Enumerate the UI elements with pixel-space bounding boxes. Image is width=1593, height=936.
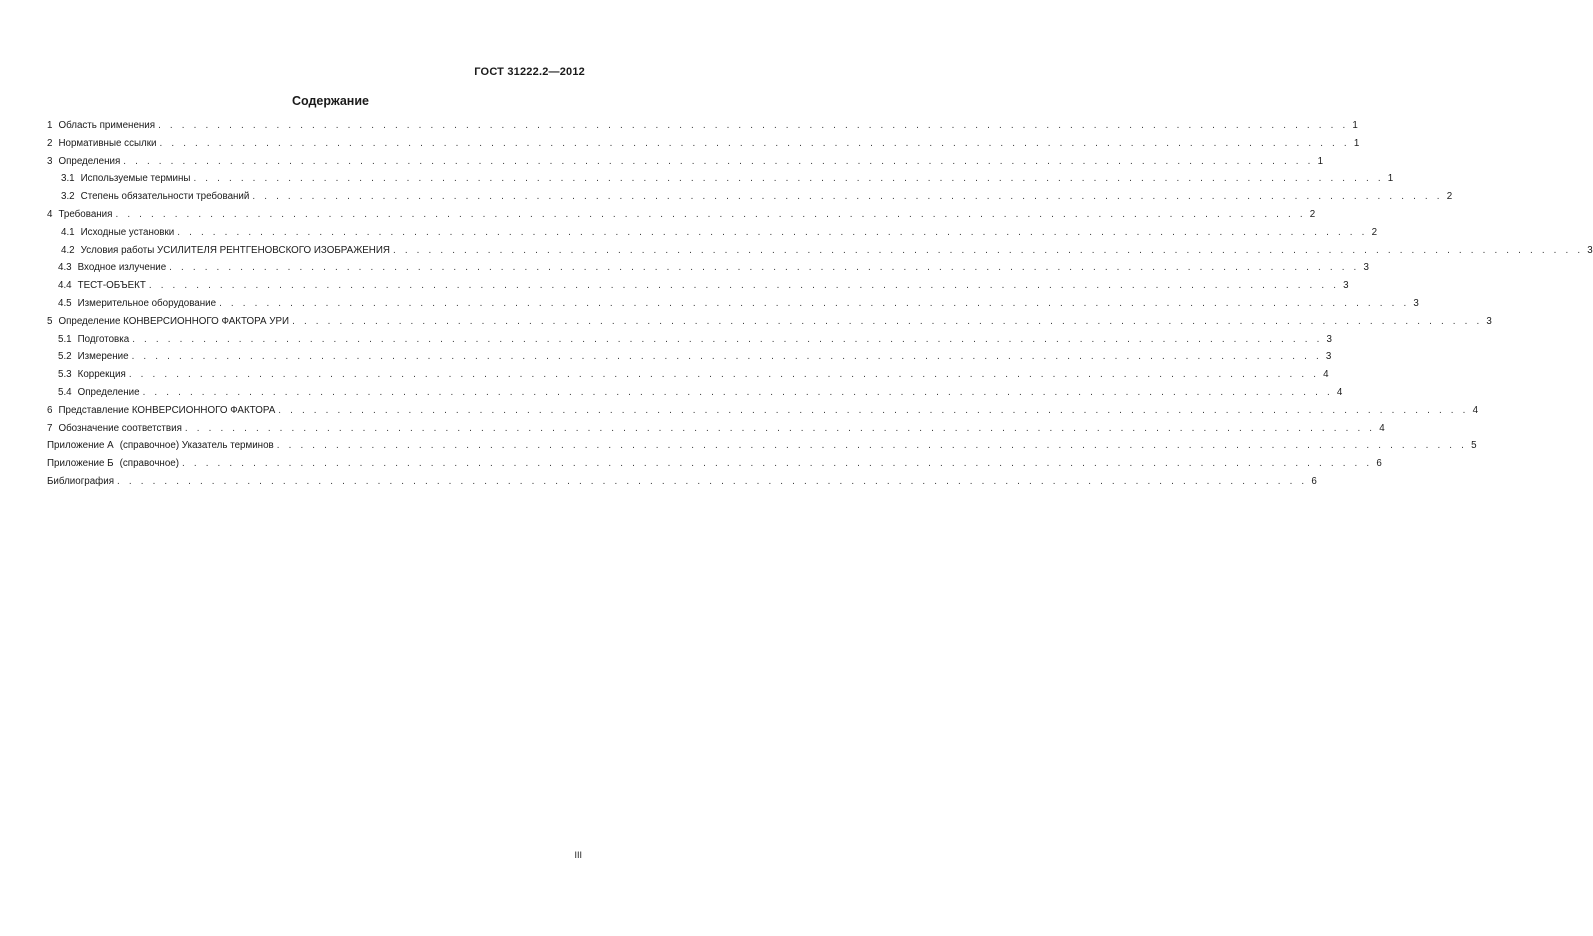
- toc-entry-page: 1: [1352, 120, 1358, 131]
- toc-entry-label: Коррекция: [77, 369, 126, 381]
- toc-leader-dots: . . . . . . . . . . . . . . . . . . . . . . . . . . . . . . . . . . . . . . . . . . . . . . . . . . . . . . . . . . . . . . . . . . . . . . . . . . . . . . . . . . . . . . . . . . . . . . . . . . . . .: [159, 137, 1350, 149]
- toc-entry-number: 3: [47, 155, 53, 167]
- toc-entry-number: 5: [47, 315, 53, 327]
- page-number: III: [574, 850, 582, 860]
- toc-entry-label: Обозначение соответствия: [58, 422, 182, 434]
- toc-entry[interactable]: [47, 333, 1332, 352]
- toc-entry-label: Измерительное оборудование: [77, 297, 217, 309]
- toc-entry[interactable]: [47, 173, 1394, 191]
- toc-entry-page: 3: [1325, 351, 1332, 363]
- toc-entry[interactable]: [47, 280, 1349, 298]
- toc-leader-dots: . . . . . . . . . . . . . . . . . . . . . . . . . . . . . . . . . . . . . . . . . . . . . . . . . . . . . . . . . . . . . . . . . . . . . . . . . . . . . . . . . . . . . . . . . . . . . . . . . . . . .: [142, 386, 1333, 398]
- toc-entry-label: Определение КОНВЕРСИОННОГО ФАКТОРА УРИ: [58, 315, 290, 327]
- toc-leader-dots: . . . . . . . . . . . . . . . . . . . . . . . . . . . . . . . . . . . . . . . . . . . . . . . . . . . . . . . . . . . . . . . . . . . . . . . . . . . . . . . . . . . . . . . . . . . . . . . . . . . . .: [123, 155, 1314, 167]
- toc-entry-label: Определения: [58, 155, 121, 167]
- toc-entry-page: 4: [1336, 386, 1343, 398]
- toc-leader-dots: . . . . . . . . . . . . . . . . . . . . . . . . . . . . . . . . . . . . . . . . . . . . . . . . . . . . . . . . . . . . . . . . . . . . . . . . . . . . . . . . . . . . . . . . . . . . . . . . . . . . .: [117, 475, 1308, 487]
- toc-entry[interactable]: [47, 440, 1477, 458]
- toc-entry-page: 2: [1309, 208, 1316, 220]
- toc-entry[interactable]: [47, 208, 1316, 227]
- toc-entry-number: Приложение А: [47, 440, 114, 452]
- toc-entry-page: 6: [1311, 475, 1317, 487]
- toc-leader-dots: . . . . . . . . . . . . . . . . . . . . . . . . . . . . . . . . . . . . . . . . . . . . . . . . . . . . . . . . . . . . . . . . . . . . . . . . . . . . . . . . . . . . . . . . . . . . . . . . . . . . .: [128, 369, 1320, 381]
- toc-leader-dots: . . . . . . . . . . . . . . . . . . . . . . . . . . . . . . . . . . . . . . . . . . . . . . . . . . . . . . . . . . . . . . . . . . . . . . . . . . . . . . . . . . . . . . . . . . . . . . . . . . . . .: [278, 404, 1469, 416]
- toc-entry-label: Область применения: [58, 120, 156, 131]
- toc-entry-label: Исходные установки: [80, 226, 175, 238]
- toc-entry-label: Входное излучение: [77, 262, 167, 274]
- toc-entry-page: 4: [1472, 404, 1479, 416]
- toc-leader-dots: . . . . . . . . . . . . . . . . . . . . . . . . . . . . . . . . . . . . . . . . . . . . . . . . . . . . . . . . . . . . . . . . . . . . . . . . . . . . . . . . . . . . . . . . . . . . . . . . . . . . .: [148, 280, 1340, 292]
- toc-title: Содержание: [291, 94, 369, 108]
- toc-entry-label: Библиография: [47, 475, 115, 487]
- toc-entry[interactable]: [47, 422, 1385, 441]
- toc-entry[interactable]: [47, 386, 1343, 405]
- toc-leader-dots: . . . . . . . . . . . . . . . . . . . . . . . . . . . . . . . . . . . . . . . . . . . . . . . . . . . . . . . . . . . . . . . . . . . . . . . . . . . . . . . . . . . . . . . . . . . . . . . . . . . . .: [115, 208, 1306, 220]
- toc-entry-page: 4: [1379, 422, 1385, 434]
- toc-leader-dots: . . . . . . . . . . . . . . . . . . . . . . . . . . . . . . . . . . . . . . . . . . . . . . . . . . . . . . . . . . . . . . . . . . . . . . . . . . . . . . . . . . . . . . . . . . . . . . . . . . . . .: [131, 351, 1322, 363]
- toc-leader-dots: . . . . . . . . . . . . . . . . . . . . . . . . . . . . . . . . . . . . . . . . . . . . . . . . . . . . . . . . . . . . . . . . . . . . . . . . . . . . . . . . . . . . . . . . . . . . . . . . . . . . .: [182, 458, 1373, 470]
- toc-entry-page: 6: [1376, 458, 1382, 470]
- toc-entry-number: 3.1: [61, 173, 75, 185]
- toc-entry-page: 1: [1387, 173, 1394, 185]
- toc-entry-page: 1: [1317, 155, 1324, 167]
- document-code: ГОСТ 31222.2—2012: [474, 66, 585, 78]
- toc-entry-page: 3: [1326, 333, 1332, 345]
- toc-entry-label: Определение: [77, 386, 140, 398]
- toc-entry[interactable]: [47, 137, 1360, 156]
- toc-entry-label: Подготовка: [77, 333, 130, 345]
- toc-entry-label: Степень обязательности требований: [80, 191, 250, 203]
- toc-entry[interactable]: [47, 244, 1593, 263]
- toc-entry-label: ТЕСТ-ОБЪЕКТ: [77, 280, 146, 292]
- toc-entry[interactable]: [47, 369, 1329, 387]
- toc-leader-dots: . . . . . . . . . . . . . . . . . . . . . . . . . . . . . . . . . . . . . . . . . . . . . . . . . . . . . . . . . . . . . . . . . . . . . . . . . . . . . . . . . . . . . . . . . . . . . . . . . . . . .: [184, 422, 1376, 434]
- toc-leader-dots: . . . . . . . . . . . . . . . . . . . . . . . . . . . . . . . . . . . . . . . . . . . . . . . . . . . . . . . . . . . . . . . . . . . . . . . . . . . . . . . . . . . . . . . . . . . . . . . . . . . . .: [219, 297, 1410, 309]
- table-of-contents: [47, 120, 1593, 494]
- toc-entry[interactable]: [47, 297, 1419, 316]
- toc-entry-label: Условия работы УСИЛИТЕЛЯ РЕНТГЕНОВСКОГО ИЗОБРАЖЕНИЯ: [80, 244, 390, 256]
- toc-entry[interactable]: [47, 315, 1492, 334]
- toc-entry-number: 5.4: [58, 386, 72, 398]
- toc-entry-label: (справочное): [119, 458, 179, 470]
- toc-entry-page: 3: [1486, 315, 1492, 327]
- toc-entry-label: Представление КОНВЕРСИОННОГО ФАКТОРА: [58, 404, 276, 416]
- toc-entry-number: 4.4: [58, 280, 72, 292]
- toc-entry-label: (справочное) Указатель терминов: [119, 440, 274, 452]
- toc-entry[interactable]: [47, 120, 1358, 138]
- toc-entry-number: Приложение Б: [47, 458, 114, 470]
- toc-entry[interactable]: [47, 475, 1317, 494]
- toc-entry[interactable]: [47, 458, 1382, 476]
- toc-entry-page: 2: [1371, 226, 1378, 238]
- toc-entry-page: 1: [1353, 137, 1360, 149]
- toc-leader-dots: . . . . . . . . . . . . . . . . . . . . . . . . . . . . . . . . . . . . . . . . . . . . . . . . . . . . . . . . . . . . . . . . . . . . . . . . . . . . . . . . . . . . . . . . . . . . . . . . . . . . .: [132, 333, 1323, 345]
- toc-leader-dots: . . . . . . . . . . . . . . . . . . . . . . . . . . . . . . . . . . . . . . . . . . . . . . . . . . . . . . . . . . . . . . . . . . . . . . . . . . . . . . . . . . . . . . . . . . . . . . . . . . . . .: [276, 440, 1468, 452]
- toc-entry[interactable]: [47, 262, 1369, 280]
- toc-entry-page: 3: [1587, 244, 1593, 256]
- toc-leader-dots: . . . . . . . . . . . . . . . . . . . . . . . . . . . . . . . . . . . . . . . . . . . . . . . . . . . . . . . . . . . . . . . . . . . . . . . . . . . . . . . . . . . . . . . . . . . . . . . . . . . . .: [193, 173, 1384, 185]
- toc-entry[interactable]: [47, 155, 1324, 174]
- toc-entry-number: 5.2: [58, 351, 72, 363]
- toc-entry-number: 4.2: [61, 244, 75, 256]
- toc-entry-page: 3: [1413, 297, 1419, 309]
- toc-entry[interactable]: [47, 191, 1453, 209]
- toc-entry[interactable]: [47, 404, 1479, 423]
- toc-entry-number: 4.1: [61, 226, 75, 238]
- toc-entry[interactable]: [47, 351, 1332, 369]
- toc-entry-page: 4: [1323, 369, 1329, 381]
- toc-entry-page: 3: [1343, 280, 1349, 292]
- toc-entry-page: 3: [1363, 262, 1369, 274]
- toc-leader-dots: . . . . . . . . . . . . . . . . . . . . . . . . . . . . . . . . . . . . . . . . . . . . . . . . . . . . . . . . . . . . . . . . . . . . . . . . . . . . . . . . . . . . . . . . . . . . . . . . . . . . .: [158, 120, 1349, 131]
- toc-entry-label: Измерение: [77, 351, 129, 363]
- toc-leader-dots: . . . . . . . . . . . . . . . . . . . . . . . . . . . . . . . . . . . . . . . . . . . . . . . . . . . . . . . . . . . . . . . . . . . . . . . . . . . . . . . . . . . . . . . . . . . . . . . . . . . . .: [252, 191, 1443, 203]
- toc-leader-dots: . . . . . . . . . . . . . . . . . . . . . . . . . . . . . . . . . . . . . . . . . . . . . . . . . . . . . . . . . . . . . . . . . . . . . . . . . . . . . . . . . . . . . . . . . . . . . . . . . . . . .: [169, 262, 1360, 274]
- toc-entry-page: 2: [1446, 191, 1453, 203]
- toc-entry-label: Используемые термины: [80, 173, 191, 185]
- toc-entry-page: 5: [1471, 440, 1477, 452]
- toc-leader-dots: . . . . . . . . . . . . . . . . . . . . . . . . . . . . . . . . . . . . . . . . . . . . . . . . . . . . . . . . . . . . . . . . . . . . . . . . . . . . . . . . . . . . . . . . . . . . . . . . . . . . .: [292, 315, 1483, 327]
- toc-entry-number: 5.3: [58, 369, 72, 381]
- toc-entry[interactable]: [47, 226, 1378, 245]
- toc-leader-dots: . . . . . . . . . . . . . . . . . . . . . . . . . . . . . . . . . . . . . . . . . . . . . . . . . . . . . . . . . . . . . . . . . . . . . . . . . . . . . . . . . . . . . . . . . . . . . . . . . . . . .: [392, 244, 1584, 256]
- toc-entry-number: 4.3: [58, 262, 72, 274]
- toc-entry-number: 3.2: [61, 191, 75, 203]
- toc-entry-label: Требования: [58, 208, 113, 220]
- toc-entry-label: Нормативные ссылки: [58, 137, 157, 149]
- toc-entry-number: 5.1: [58, 333, 72, 345]
- toc-entry-number: 7: [47, 422, 53, 434]
- toc-entry-number: 4.5: [58, 297, 72, 309]
- toc-leader-dots: . . . . . . . . . . . . . . . . . . . . . . . . . . . . . . . . . . . . . . . . . . . . . . . . . . . . . . . . . . . . . . . . . . . . . . . . . . . . . . . . . . . . . . . . . . . . . . . . . . . . .: [177, 226, 1368, 238]
- toc-entry-number: 4: [47, 208, 53, 220]
- toc-entry-number: 6: [47, 404, 53, 416]
- toc-entry-number: 1: [47, 120, 53, 131]
- toc-entry-number: 2: [47, 137, 53, 149]
